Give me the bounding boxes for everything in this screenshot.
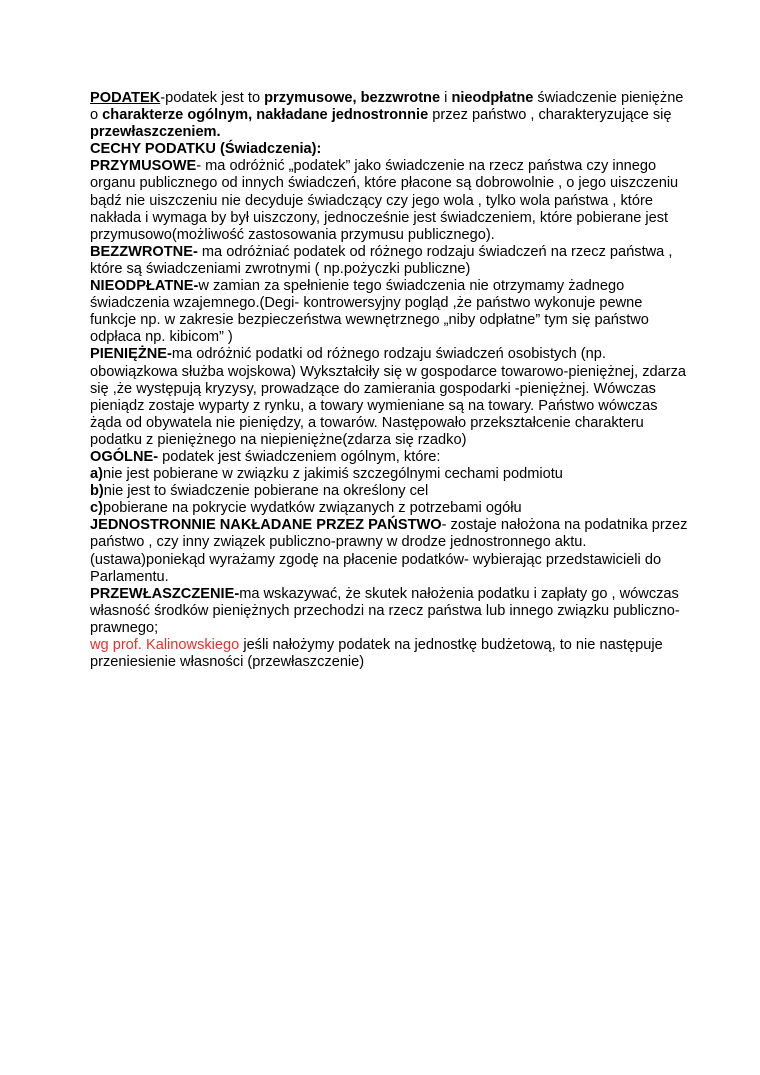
definition-text: -podatek jest to <box>160 90 265 106</box>
feature-term: PIENIĘŻNE- <box>90 346 172 363</box>
feature-text: - ma odróżnić „podatek” jako świadczenie na rzecz państwa czy innego organu publicznego od innych świadczeń, które płacone są dobrowolnie , o jego uiszczeniu bądź nie uiszczeniu nie decyduje świadczący czy jego wola , tylko wola państwa , które nakłada i wymaga by był uiszczony, jednocześnie jest świadczeniem, które pobierane jest przymusowo(możliwość zastosowania przymusu publicznego). <box>90 158 679 243</box>
feature-text: ma wskazywać, że skutek nałożenia podatku i zapłaty go , wówczas własność środków pieniężnych przechodzi na rzecz państwa lub innego związku publiczno-prawnego; <box>90 585 680 636</box>
definition-text-4: przez państwo , charakteryzujące się <box>428 107 672 124</box>
list-item <box>90 483 690 500</box>
feature-przewlaszczenie <box>90 586 690 637</box>
feature-term: JEDNOSTRONNIE NAKŁADANE PRZEZ PAŃSTWO <box>90 517 442 534</box>
list-marker: a) <box>90 466 103 483</box>
list-text: pobierane na pokrycie wydatków związanych z potrzebami ogółu <box>102 500 522 517</box>
document-page <box>90 90 690 671</box>
feature-ogolne <box>90 449 690 466</box>
definition-text-2: i <box>440 90 452 106</box>
feature-nieodplatne <box>90 278 690 346</box>
feature-term: PRZYMUSOWE <box>90 158 197 175</box>
list-marker: b) <box>90 483 104 500</box>
feature-text: ma odróżniać podatek od różnego rodzaju świadczeń na rzecz państwa , które są świadczeniami zwrotnymi ( np.pożyczki publiczne) <box>90 243 673 277</box>
feature-text: ma odróżnić podatki od różnego rodzaju świadczeń osobistych (np. obowiązkowa służba wojskowa) Wykształciły się w gospodarce towarowo-pieniężnej, zdarza się ,że występują kryzysy, prowadzące do zamierania gospodarki -pieniężnej. Wówczas pieniądz zostaje wyparty z rynku, a towary wymieniane są na towary. Państwo wówczas żąda od obywatela nie pieniędzy, a towarów. Następowało przekształcenie charakteru podatku z pieniężnego na niepieniężne(zdarza się rzadko) <box>90 346 687 448</box>
list-item <box>90 466 690 483</box>
feature-text: w zamian za spełnienie tego świadczenia nie otrzymamy żadnego świadczenia wzajemnego.(Degi- kontrowersyjny pogląd ,że państwo wykonuje pewne funkcje np. w zakresie bezpieczeństwa wewnętrznego „niby odpłatne” tym się państwo odpłaca np. kibicom” ) <box>90 278 649 346</box>
feature-text: - zostaje nałożona na podatnika przez państwo , czy inny związek publiczno-prawny w drodze jednostronnego aktu.(ustawa)poniekąd wyrażamy zgodę na płacenie podatków- wybierając przedstawicieli do Parlamentu. <box>90 517 688 585</box>
feature-pieniezne <box>90 346 690 449</box>
definition-bold-1: przymusowe, bezzwrotne <box>264 90 441 106</box>
note-author: wg prof. Kalinowskiego <box>90 637 240 653</box>
definition-bold-3: charakterze ogólnym, nakładane jednostronnie <box>102 107 429 124</box>
feature-jednostronnie <box>90 517 690 585</box>
definition-bold-4: przewłaszczeniem. <box>90 124 221 141</box>
list-text: nie jest to świadczenie pobierane na określony cel <box>103 483 429 500</box>
feature-term: BEZZWROTNE- <box>90 243 198 260</box>
feature-text: podatek jest świadczeniem ogólnym, które: <box>158 448 441 465</box>
feature-term: PRZEWŁASZCZENIE- <box>90 585 240 602</box>
note-paragraph <box>90 637 690 671</box>
definition-text-3: świadczenie pieniężne o <box>90 90 684 124</box>
note-text: jeśli nałożymy podatek na jednostkę budżetową, to nie następuje przeniesienie własności (przewłaszczenie) <box>90 637 663 671</box>
feature-term: OGÓLNE- <box>90 448 159 465</box>
feature-bezzwrotne <box>90 244 690 278</box>
list-item <box>90 500 690 517</box>
section-heading: CECHY PODATKU (Świadczenia): <box>90 141 322 158</box>
list-text: nie jest pobierane w związku z jakimiś szczególnymi cechami podmiotu <box>102 466 563 483</box>
feature-term: NIEODPŁATNE- <box>90 278 199 295</box>
feature-przymusowe <box>90 158 690 243</box>
list-marker: c) <box>90 500 103 517</box>
definition-paragraph <box>90 90 690 141</box>
definition-bold-2: nieodpłatne <box>451 90 534 106</box>
term-podatek: PODATEK <box>90 90 161 106</box>
